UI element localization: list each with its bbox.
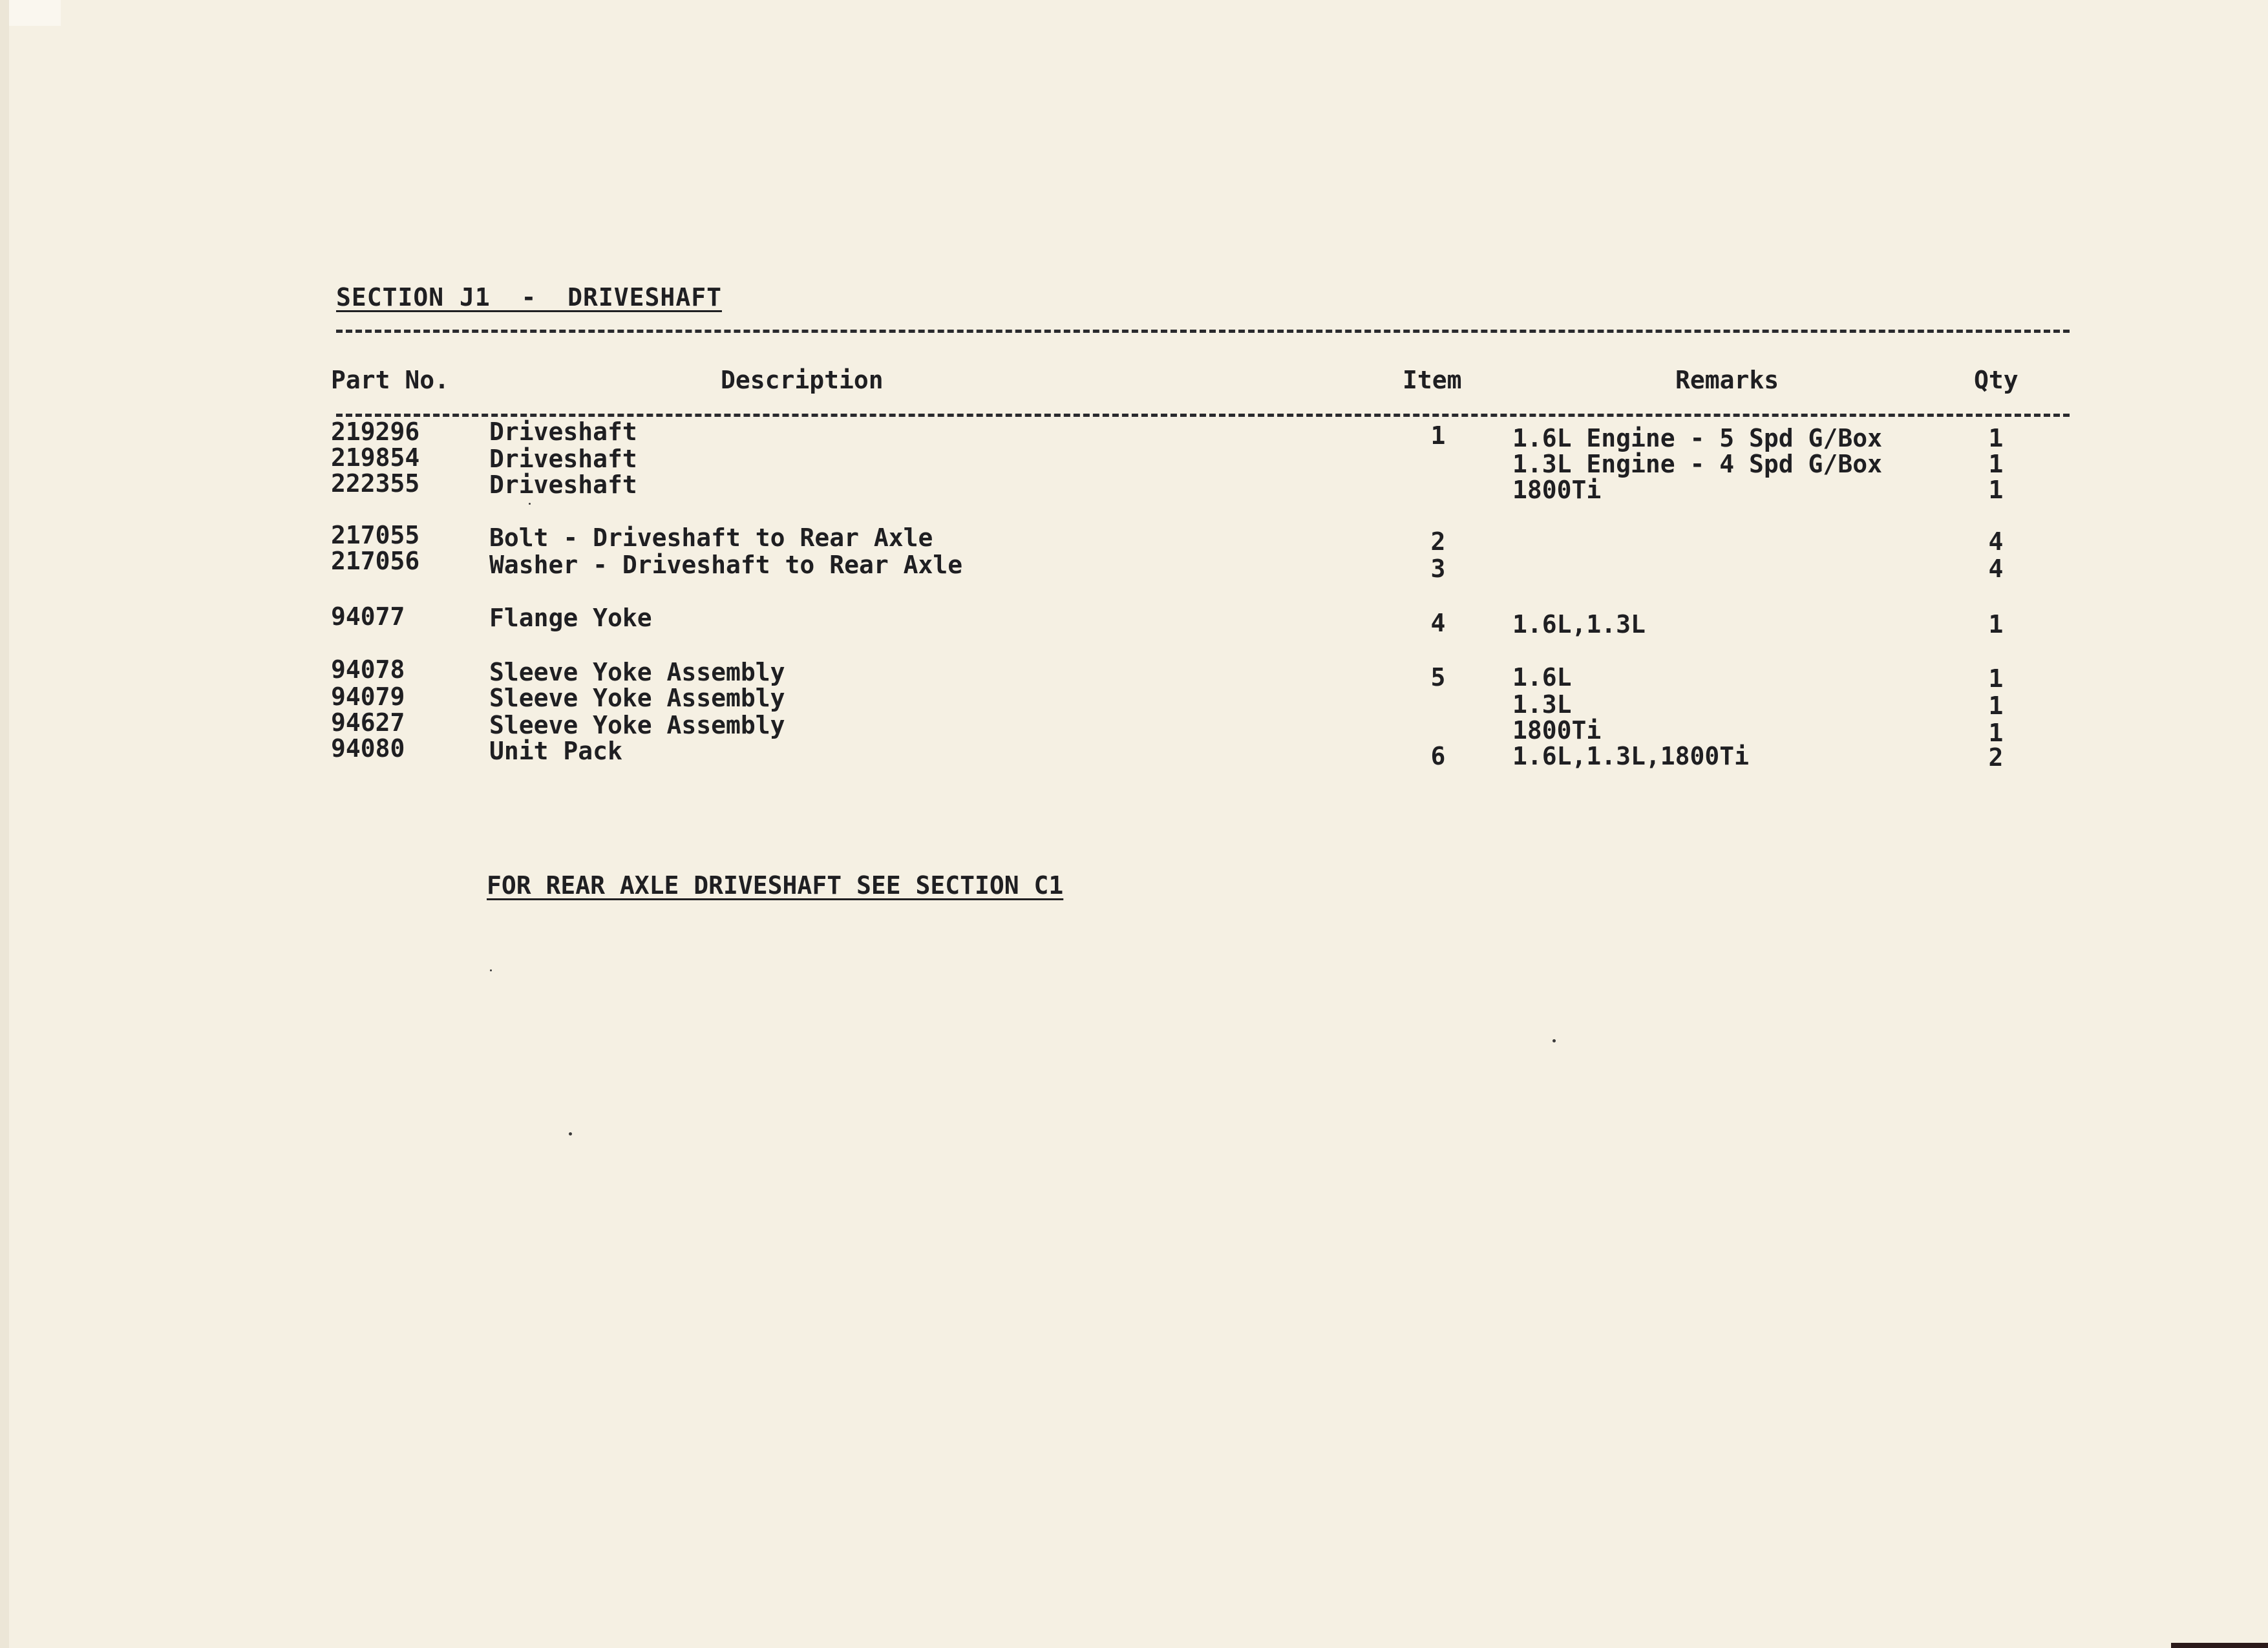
- table-row-qty: 4: [1988, 555, 2004, 583]
- table-row-part-no: 94078: [331, 655, 405, 684]
- paper-speck: [1553, 1039, 1556, 1042]
- table-row-part-no: 222355: [331, 469, 420, 498]
- table-row-qty: 1: [1988, 719, 2004, 747]
- table-row-qty: 1: [1988, 424, 2004, 452]
- table-row-qty: 4: [1988, 527, 2004, 556]
- table-row-item: 5: [1430, 663, 1446, 692]
- table-row-remarks: 1.6L Engine - 5 Spd G/Box: [1512, 424, 1882, 452]
- table-row-description: Sleeve Yoke Assembly: [489, 658, 785, 686]
- table-row-part-no: 94627: [331, 708, 405, 737]
- section-heading: SECTION J1 - DRIVESHAFT: [336, 283, 722, 312]
- table-row-part-no: 217055: [331, 521, 420, 549]
- table-row-remarks: 1.6L,1.3L: [1512, 610, 1646, 639]
- table-row-qty: 1: [1988, 450, 2004, 478]
- table-row-description: Bolt - Driveshaft to Rear Axle: [489, 523, 933, 552]
- table-row-description: Flange Yoke: [489, 604, 652, 632]
- table-row-description: Unit Pack: [489, 737, 622, 765]
- column-header-remarks: Remarks: [1675, 366, 1779, 394]
- table-row-description: Driveshaft: [489, 445, 637, 473]
- table-row-qty: 1: [1988, 610, 2004, 639]
- table-row-remarks: 1.3L: [1512, 690, 1572, 719]
- table-row-part-no: 94079: [331, 682, 405, 711]
- table-row-remarks: 1800Ti: [1512, 716, 1602, 745]
- table-row-item: 6: [1430, 742, 1446, 770]
- column-header-qty: Qty: [1974, 366, 2019, 394]
- table-row-qty: 1: [1988, 664, 2004, 693]
- table-row-description: Driveshaft: [489, 417, 637, 446]
- table-row-part-no: 94077: [331, 602, 405, 631]
- table-row-description: Driveshaft: [489, 470, 637, 499]
- table-row-remarks: 1.6L,1.3L,1800Ti: [1512, 742, 1750, 770]
- paper-speck: [490, 969, 492, 971]
- table-row-item: 3: [1430, 555, 1446, 583]
- paper-left-edge: [0, 0, 9, 1648]
- table-row-part-no: 94080: [331, 734, 405, 763]
- cross-reference-note: FOR REAR AXLE DRIVESHAFT SEE SECTION C1: [487, 871, 1064, 900]
- paper-speck: [529, 503, 531, 505]
- table-row-part-no: 219296: [331, 417, 420, 446]
- table-row-item: 4: [1430, 609, 1446, 637]
- dashed-rule-header: [336, 414, 2070, 417]
- table-row-remarks: 1800Ti: [1512, 476, 1602, 504]
- paper-speck: [569, 1132, 572, 1136]
- table-row-description: Sleeve Yoke Assembly: [489, 684, 785, 712]
- table-row-qty: 1: [1988, 692, 2004, 720]
- dashed-rule-top: [336, 330, 2070, 333]
- table-row-remarks: 1.6L: [1512, 663, 1572, 692]
- table-row-part-no: 217056: [331, 547, 420, 575]
- table-row-description: Sleeve Yoke Assembly: [489, 711, 785, 739]
- scan-corner-mark: [2171, 1643, 2268, 1648]
- table-row-remarks: 1.3L Engine - 4 Spd G/Box: [1512, 450, 1882, 478]
- column-header-item: Item: [1403, 366, 1462, 394]
- table-row-qty: 1: [1988, 476, 2004, 504]
- column-header-part-no: Part No.: [331, 366, 450, 394]
- table-row-item: 1: [1430, 421, 1446, 450]
- paper-top-highlight: [9, 0, 61, 26]
- table-row-item: 2: [1430, 527, 1446, 556]
- table-row-part-no: 219854: [331, 443, 420, 472]
- table-row-description: Washer - Driveshaft to Rear Axle: [489, 551, 963, 579]
- table-row-qty: 2: [1988, 743, 2004, 772]
- column-header-description: Description: [721, 366, 884, 394]
